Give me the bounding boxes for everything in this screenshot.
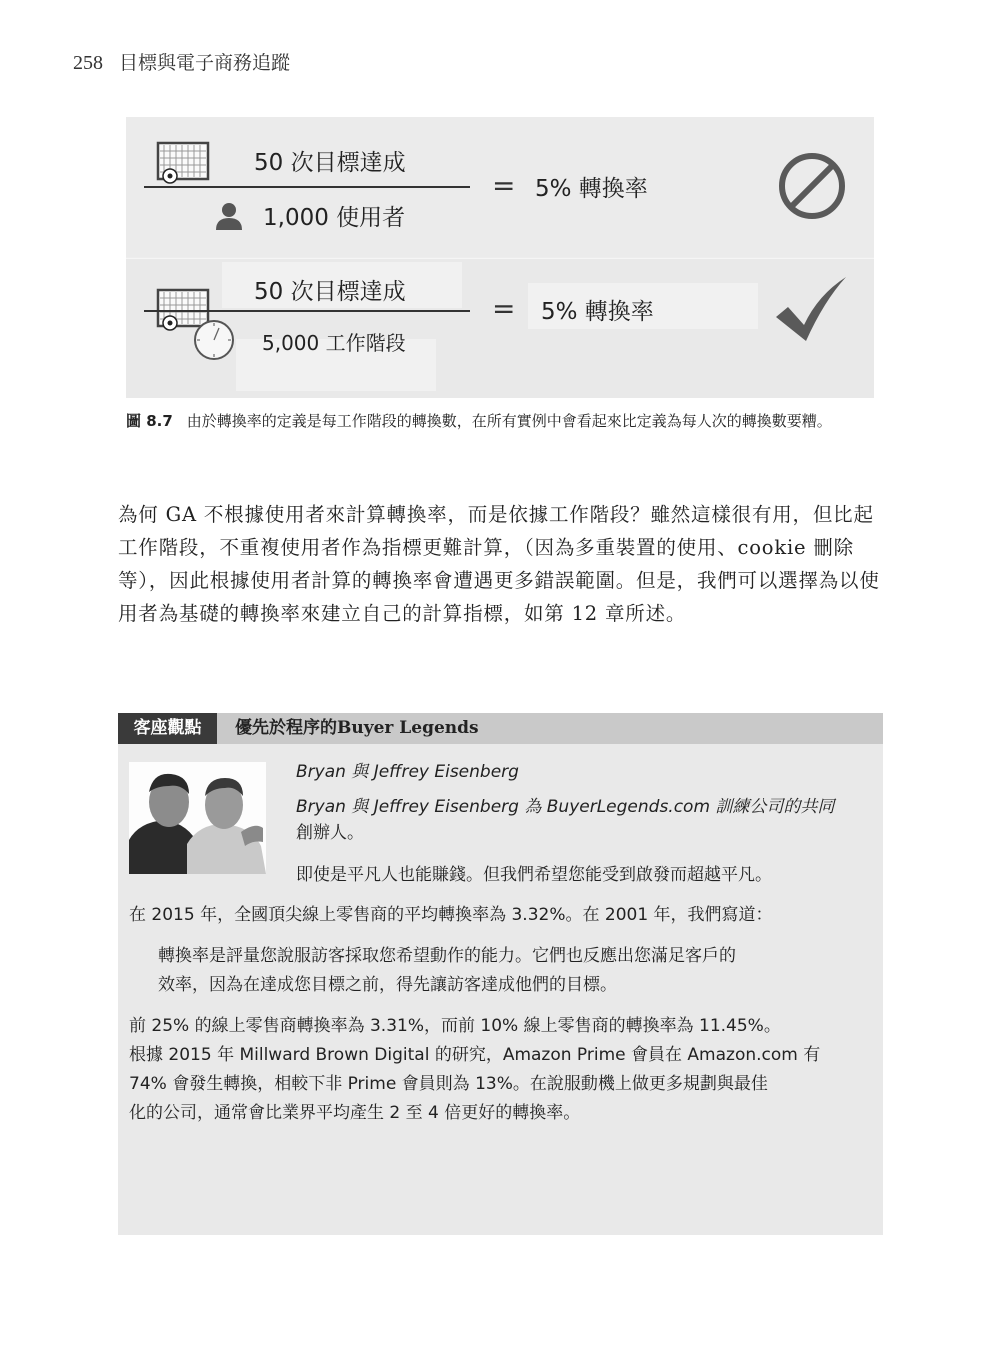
numerator-goals: 50 次目標達成 [254,279,406,305]
caption-label: 圖 8.7 [126,412,173,430]
paragraph-2-line-4: 化的公司，通常會比業界平均產生 2 至 4 倍更好的轉換率。 [129,1103,581,1123]
guest-perspective-box [118,713,883,1235]
quote-line-2: 效率，因為在達成您目標之前，得先讓訪客達成他們的目標。 [158,975,617,995]
paragraph-2-line-2: 根據 2015 年 Millward Brown Digital 的研究，Amazon Prime 會員在 Amazon.com 有 [129,1045,821,1065]
author-bio-line2: 創辦人。 [296,823,364,843]
soccer-goal-icon [156,141,212,185]
intro-text: 即使是平凡人也能賺錢。但我們希望您能受到啟發而超越平凡。 [296,865,772,885]
prohibited-icon [777,151,847,221]
checkmark-icon [774,273,848,345]
page-number: 258 [73,52,103,74]
denominator-sessions: 5,000 工作階段 [262,331,406,355]
result-rate: 5% 轉換率 [541,299,654,325]
body-paragraph: 為何 GA 不根據使用者來計算轉換率，而是依據工作階段？雖然這樣很有用，但比起工作階段，不重複使用者作為指標更難計算，（因為多重裝置的使用、cookie 刪除等），因此根據使用者計算的轉換率會遭遇更多錯誤範圍。但是，我們可以選擇為以使用者為基礎的轉換率來建立自己的計算指標，如第 12 章所述。 [118,503,880,625]
fraction-line [144,186,470,188]
chapter-title: 目標與電子商務追蹤 [119,52,291,74]
figure-conversion-rate [126,117,874,398]
author-name: Bryan 與 Jeffrey Eisenberg [296,762,519,782]
numerator-goals: 50 次目標達成 [254,150,406,176]
fraction-line [144,310,470,312]
quote-line-1: 轉換率是評量您說服訪客採取您希望動作的能力。它們也反應出您滿足客戶的 [158,946,736,966]
paragraph-2-line-1: 前 25% 的線上零售商轉換率為 3.31%，而前 10% 線上零售商的轉換率為 11.45%。 [129,1016,781,1036]
author-bio-line1: Bryan 與 Jeffrey Eisenberg 為 BuyerLegends.com 訓練公司的共同 [296,797,835,817]
paragraph-1: 在 2015 年，全國頂尖線上零售商的平均轉換率為 3.32%。在 2001 年，我們寫道： [129,905,773,925]
author-photo [129,762,266,874]
figure-caption [126,408,878,435]
paragraph-2-line-3: 74% 會發生轉換，相較下非 Prime 會員則為 13%。在說服動機上做更多規劃與最佳 [129,1074,768,1094]
caption-text: 由於轉換率的定義是每工作階段的轉換數，在所有實例中會看起來比定義為每人次的轉換數要糟。 [186,412,832,430]
sidebar-tag: 客座觀點 [118,713,217,744]
equals-sign: = [492,169,516,202]
user-icon [214,201,244,231]
figure-row-users [126,117,874,257]
clock-icon [192,318,236,362]
sidebar-title: 優先於程序的Buyer Legends [235,718,479,738]
denominator-users: 1,000 使用者 [263,205,406,231]
page-header [73,48,290,75]
sidebar-header [118,713,883,744]
equals-sign: = [492,292,516,325]
figure-row-sessions [126,258,874,398]
result-rate: 5% 轉換率 [535,176,648,202]
